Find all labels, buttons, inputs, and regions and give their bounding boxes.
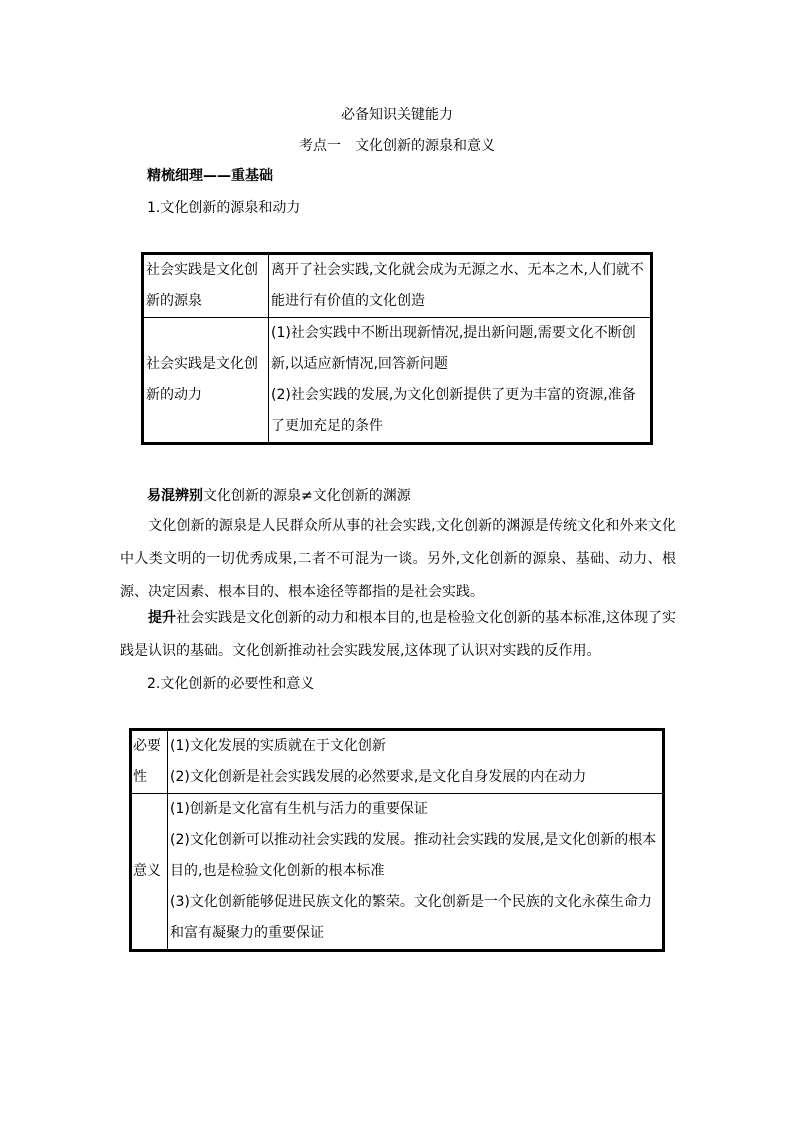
improve-label: 提升 <box>148 610 177 626</box>
row-text: 离开了社会实践,文化就会成为无源之水、无本之木,人们就不能进行有价值的文化创造 <box>271 262 644 309</box>
row-header: 意义 <box>131 794 168 951</box>
confuse-title: 文化创新的源泉≠文化创新的渊源 <box>203 488 411 504</box>
page-subtitle: 考点一 文化创新的源泉和意义 <box>299 138 495 154</box>
improve-paragraph <box>120 602 676 668</box>
confuse-paragraph <box>120 510 676 609</box>
source-power-table <box>141 252 653 445</box>
confuse-label: 易混辨别 <box>147 488 203 504</box>
row-content <box>168 730 664 794</box>
row-header: 社会实践是文化创新的动力 <box>143 318 269 444</box>
confuse-heading <box>147 485 411 505</box>
table-row <box>131 794 664 951</box>
item-heading-1: 1.文化创新的源泉和动力 <box>147 200 301 216</box>
row-text: (3)文化创新能够促进民族文化的繁荣。文化创新是一个民族的文化永葆生命力和富有凝聚力的重要保证 <box>170 894 652 941</box>
confuse-body: 文化创新的源泉是人民群众所从事的社会实践,文化创新的渊源是传统文化和外来文化中人类文明的一切优秀成果,二者不可混为一谈。另外,文化创新的源泉、基础、动力、根源、决定因素、根本目的、根本途径等都指的是社会实践。 <box>120 518 676 600</box>
improve-body: 社会实践是文化创新的动力和根本目的,也是检验文化创新的基本标准,这体现了实践是认识的基础。文化创新推动社会实践发展,这体现了认识对实践的反作用。 <box>120 610 677 659</box>
item-heading-2: 2.文化创新的必要性和意义 <box>147 676 315 692</box>
row-header: 社会实践是文化创新的源泉 <box>143 254 269 318</box>
table-row <box>131 730 664 794</box>
row-text: (2)文化创新可以推动社会实践的发展。推动社会实践的发展,是文化创新的根本目的,也是检验文化创新的根本标准 <box>170 832 657 879</box>
row-text: (2)社会实践的发展,为文化创新提供了更为丰富的资源,准备了更加充足的条件 <box>271 387 636 434</box>
table-row <box>143 254 652 318</box>
page-title: 必备知识关键能力 <box>341 107 453 123</box>
row-content <box>269 254 652 318</box>
row-text: (1)文化发展的实质就在于文化创新 <box>170 738 386 754</box>
section-heading: 精梳细理——重基础 <box>147 168 273 184</box>
necessity-significance-table <box>129 728 665 952</box>
table-row <box>143 318 652 444</box>
row-text: (1)创新是文化富有生机与活力的重要保证 <box>170 801 428 817</box>
row-text: (1)社会实践中不断出现新情况,提出新问题,需要文化不断创新,以适应新情况,回答新问题 <box>271 325 636 372</box>
row-text: (2)文化创新是社会实践发展的必然要求,是文化自身发展的内在动力 <box>170 769 587 785</box>
row-content <box>168 794 664 951</box>
row-header: 必要性 <box>131 730 168 794</box>
row-content <box>269 318 652 444</box>
